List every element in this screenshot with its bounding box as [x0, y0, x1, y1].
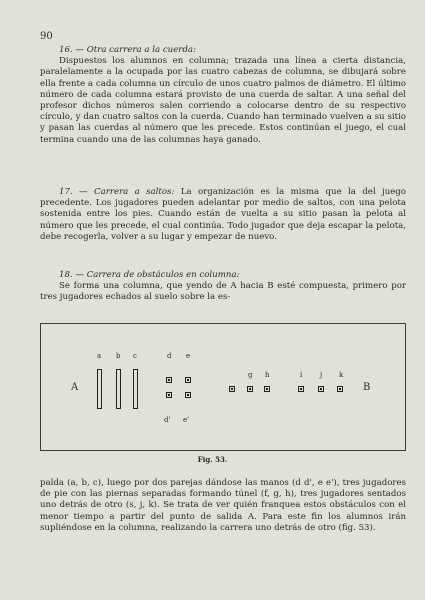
- page-number: 90: [40, 31, 53, 42]
- section-17-heading: 17. — Carrera a saltos:: [59, 187, 175, 197]
- player-i: [298, 386, 304, 392]
- section-16-body: Dispuestos los alumnos en columna; trazada una línea a cierta distancia, paralelamente a la ocupada por las cuatro cabezas de columna, se dibujará sobre ella frente a cada columna un círculo de unos cuatro palmos de diámetro. El último número de cada columna estará provisto de una cuerda de saltar. A una señal del profesor dichos números salen corriendo a colocarse dentro de su respectivo círculo, y dan cuatro saltos con la cuerda. Cuando han terminado vuelven a su sitio y pasan las cuerdas al número que les precede. Estos continúan el juego, el cual termina cuando una de las columnas haya ganado.: [40, 56, 406, 145]
- section-16-heading: 16. — Otra carrera a la cuerda:: [59, 45, 196, 55]
- letter-g: g: [248, 371, 253, 379]
- letter-d-prime: d': [164, 416, 171, 424]
- player-d: [166, 377, 172, 383]
- letter-c: c: [133, 352, 137, 360]
- letter-a: a: [97, 352, 102, 360]
- lying-player-a: [97, 369, 102, 409]
- lying-player-b: [116, 369, 121, 409]
- player-f: [229, 386, 235, 392]
- letter-j: j: [320, 371, 323, 379]
- letter-e-prime: e': [183, 416, 190, 424]
- section-18-heading: 18. — Carrera de obstáculos en columna:: [59, 270, 240, 280]
- player-d-prime: [166, 392, 172, 398]
- letter-d: d: [167, 352, 172, 360]
- player-e: [185, 377, 191, 383]
- player-k: [337, 386, 343, 392]
- label-end-b: B: [363, 382, 371, 393]
- player-g: [247, 386, 253, 392]
- label-start-a: A: [71, 382, 79, 393]
- letter-e: e: [186, 352, 191, 360]
- letter-b: b: [116, 352, 121, 360]
- lying-player-c: [133, 369, 138, 409]
- figure-53: [40, 323, 406, 451]
- section-17-body: La organización es la misma que la del juego precedente. Los jugadores pueden adelantar por medio de saltos, con una pelota sostenida entre los pies. Cuando están de vuelta a su sitio pasan la pelota al número que les precede, el cual continúa. Todo jugador que deja escapar la pelota, debe recogerla, volver a su lugar y empezar de nuevo.: [40, 187, 406, 242]
- continuation-text: palda (a, b, c), luego por dos parejas dándose las manos (d d', e e'), tres jugadores de pie con las piernas separadas formando túnel (f, g, h), tres jugadores sentados uno detrás de otro (s, j, k). Se trata de ver quién franquea estos obstáculos con el menor tiempo a partir del punto de salida A. Para este fin los alumnos irán supliéndose en la columna, realizando la carrera uno detrás de otro (fig. 53).: [40, 478, 406, 533]
- section-16: [40, 45, 406, 146]
- player-j: [318, 386, 324, 392]
- section-17: [40, 187, 406, 243]
- letter-h: h: [265, 371, 270, 379]
- letter-i: i: [300, 371, 303, 379]
- section-18: [40, 270, 406, 304]
- letter-k: k: [339, 371, 344, 379]
- figure-caption: Fig. 53.: [197, 455, 228, 464]
- continuation-paragraph: [40, 478, 406, 534]
- player-e-prime: [185, 392, 191, 398]
- player-h: [264, 386, 270, 392]
- section-17-paragraph: [40, 187, 406, 243]
- section-18-body: Se forma una columna, que yendo de A hacia B esté compuesta, primero por tres jugadores echados al suelo sobre la es-: [40, 281, 406, 303]
